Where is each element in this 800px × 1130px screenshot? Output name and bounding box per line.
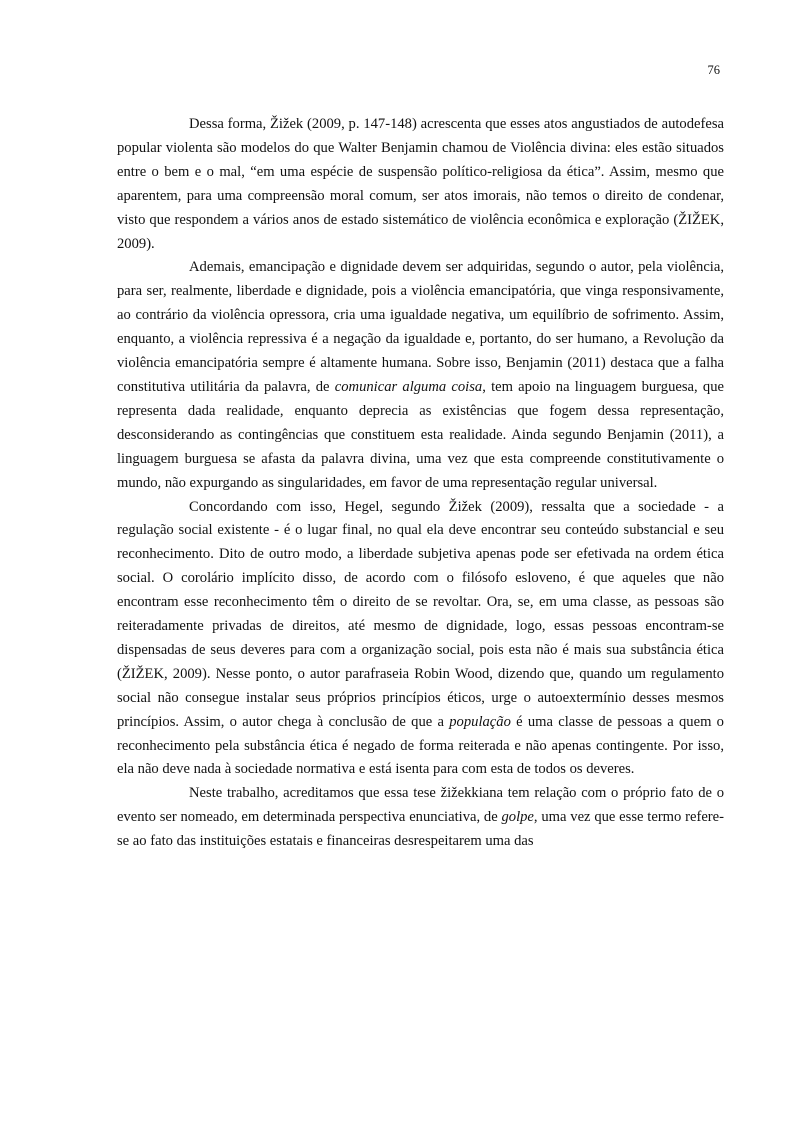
body-text	[117, 113, 724, 854]
paragraph-text: , uma vez que esse termo refere-se ao fato das instituições estatais e financeiras desrespeitarem uma das	[117, 809, 724, 850]
italic-term-populacao: população	[449, 713, 511, 730]
italic-term-golpe: golpe	[501, 809, 534, 826]
page-number: 76	[707, 63, 720, 77]
paragraph-text: Concordando com isso, Hegel, segundo Žižek (2009), ressalta que a sociedade - a regulação social existente - é o lugar final, no qual ela deve encontrar seu conteúdo substancial e seu reconhecimento. Dito de outro modo, a liberdade subjetiva apenas pode ser efetivada na ordem ética social. O corolário implícito disso, de acordo com o filósofo esloveno, é que aqueles que não encontram esse reconhecimento têm o direito de se revoltar. Ora, se, em uma classe, as pessoas são reiteradamente privadas de direitos, até mesmo de dignidade, logo, essas pessoas encontram-se dispensadas de seus deveres para com a organização social, pois esta não é mais sua substância ética (ŽIŽEK, 2009). Nesse ponto, o autor parafraseia Robin Wood, dizendo que, quando um regulamento social não consegue instalar seus próprios princípios éticos, urge o autoextermínio desses mesmos princípios. Assim, o autor chega à conclusão de que a	[117, 498, 724, 730]
paragraph-text: , tem apoio na linguagem burguesa, que representa dada realidade, enquanto deprecia as existências que fogem dessa representação, desconsiderando as contingências que constituem esta realidade. Ainda segundo Benjamin (2011), a linguagem burguesa se afasta da palavra divina, uma vez que esta compreende constitutivamente o mundo, não expurgando as singularidades, em favor de uma representação regular universal.	[117, 378, 724, 491]
paragraph-1	[117, 113, 724, 256]
italic-phrase-comunicar: comunicar alguma coisa	[334, 378, 483, 395]
paragraph-text: Dessa forma, Žižek (2009, p. 147-148) acrescenta que esses atos angustiados de autodefesa popular violenta são modelos do que Walter Benjamin chamou de Violência divina: eles estão situados entre o bem e o mal, “em uma espécie de suspensão político-religiosa da ética”. Assim, mesmo que aparentem, para uma compreensão moral comum, ser atos imorais, não temos o direito de condenar, visto que respondem a vários anos de estado sistemático de violência econômica e exploração (ŽIŽEK, 2009).	[117, 116, 724, 252]
paragraph-text: Ademais, emancipação e dignidade devem ser adquiridas, segundo o autor, pela violência, para ser, realmente, liberdade e dignidade, pois a violência emancipatória, que vinga responsivamente, ao contrário da violência opressora, cria uma igualdade negativa, um equilíbrio de sofrimento. Assim, enquanto, a violência repressiva é a negação da igualdade e, portanto, do ser humano, a Revolução da violência emancipatória sempre é altamente humana. Sobre isso, Benjamin (2011) destaca que a falha constitutiva utilitária da palavra, de	[117, 259, 724, 395]
paragraph-2	[117, 256, 724, 495]
paragraph-text: é uma classe de pessoas a quem o reconhecimento pela substância ética é negado de forma reiterada e não apenas contingente. Por isso, ela não deve nada à sociedade normativa e está isenta para com esta de todos os deveres.	[117, 713, 724, 778]
paragraph-4	[117, 782, 724, 854]
paragraph-3	[117, 496, 724, 783]
paragraph-text: Neste trabalho, acreditamos que essa tese žižekkiana tem relação com o próprio fato de o evento ser nomeado, em determinada perspectiva enunciativa, de	[117, 785, 724, 826]
